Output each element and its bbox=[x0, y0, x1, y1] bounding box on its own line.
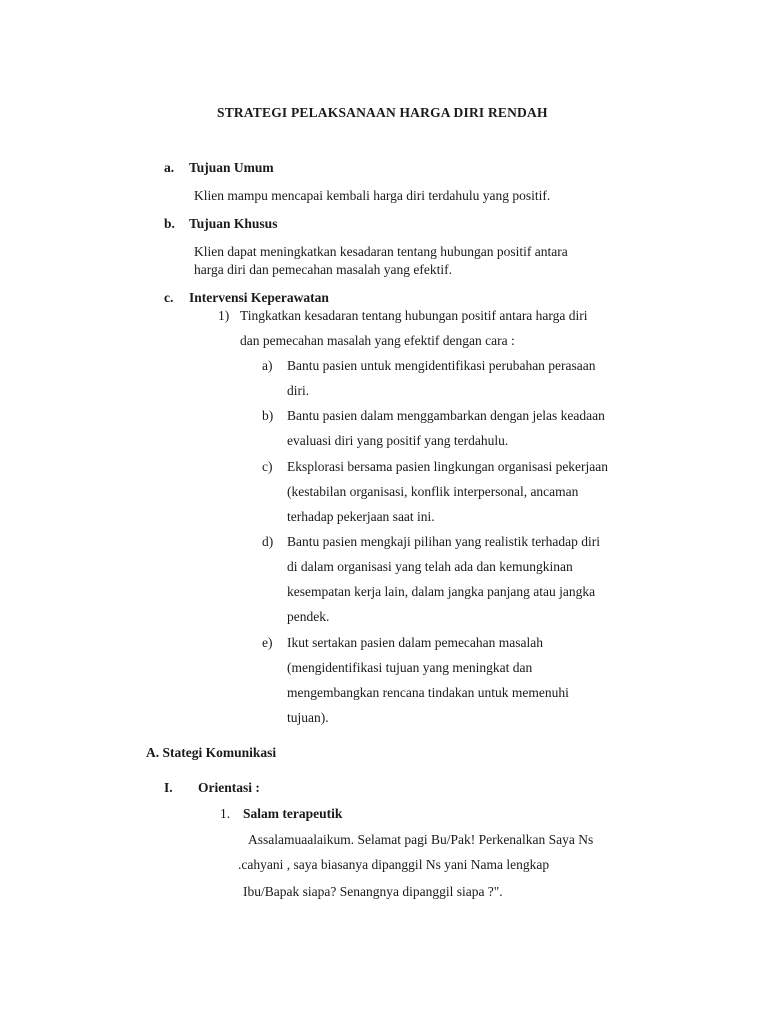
sublist-line: tujuan). bbox=[287, 710, 329, 725]
subsection-marker: I. bbox=[164, 780, 173, 795]
section-marker: b. bbox=[164, 216, 175, 231]
sublist-line: Bantu pasien dalam menggambarkan dengan jelas keadaan bbox=[287, 408, 605, 423]
section-heading: Tujuan Umum bbox=[189, 160, 274, 175]
subsection-heading: Orientasi : bbox=[198, 780, 260, 795]
paragraph-line: Assalamuaalaikum. Selamat pagi Bu/Pak! Perkenalkan Saya Ns bbox=[248, 832, 594, 847]
paragraph-line: .cahyani , saya biasanya dipanggil Ns yani Nama lengkap bbox=[238, 857, 550, 872]
sublist-line: kesempatan kerja lain, dalam jangka panjang atau jangka bbox=[287, 584, 596, 599]
sublist-line: terhadap pekerjaan saat ini. bbox=[287, 509, 435, 524]
section-heading: Tujuan Khusus bbox=[189, 216, 278, 231]
list-item-line: Tingkatkan kesadaran tentang hubungan positif antara harga diri bbox=[240, 308, 588, 323]
sublist-marker: d) bbox=[262, 534, 274, 549]
section-heading: A. Stategi Komunikasi bbox=[146, 745, 277, 760]
paragraph-line: Klien dapat meningkatkan kesadaran tentang hubungan positif antara bbox=[194, 244, 568, 259]
sublist-line: Eksplorasi bersama pasien lingkungan organisasi pekerjaan bbox=[287, 459, 609, 474]
sublist-marker: b) bbox=[262, 408, 274, 423]
list-item-heading: Salam terapeutik bbox=[243, 806, 343, 821]
sublist-marker: a) bbox=[262, 358, 273, 373]
sublist-line: pendek. bbox=[287, 609, 330, 624]
section-marker: a. bbox=[164, 160, 175, 175]
sublist-marker: c) bbox=[262, 459, 273, 474]
list-marker: 1. bbox=[220, 806, 231, 821]
section-marker: c. bbox=[164, 290, 174, 305]
paragraph-line: Ibu/Bapak siapa? Senangnya dipanggil siapa ?". bbox=[243, 884, 503, 899]
sublist-line: Ikut sertakan pasien dalam pemecahan masalah bbox=[287, 635, 544, 650]
sublist-line: evaluasi diri yang positif yang terdahulu. bbox=[287, 433, 509, 448]
sublist-line: Bantu pasien mengkaji pilihan yang realistik terhadap diri bbox=[287, 534, 601, 549]
sublist-line: Bantu pasien untuk mengidentifikasi perubahan perasaan bbox=[287, 358, 596, 373]
sublist-line: diri. bbox=[287, 383, 310, 398]
list-item-line: dan pemecahan masalah yang efektif dengan cara : bbox=[240, 333, 515, 348]
sublist-line: (mengidentifikasi tujuan yang meningkat dan bbox=[287, 660, 533, 675]
section-heading: Intervensi Keperawatan bbox=[189, 290, 329, 305]
sublist-line: di dalam organisasi yang telah ada dan kemungkinan bbox=[287, 559, 573, 574]
list-marker: 1) bbox=[218, 308, 230, 323]
paragraph-line: Klien mampu mencapai kembali harga diri terdahulu yang positif. bbox=[194, 188, 551, 203]
page-title: STRATEGI PELAKSANAAN HARGA DIRI RENDAH bbox=[217, 105, 548, 120]
sublist-line: (kestabilan organisasi, konflik interpersonal, ancaman bbox=[287, 484, 579, 499]
sublist-line: mengembangkan rencana tindakan untuk memenuhi bbox=[287, 685, 569, 700]
paragraph-line: harga diri dan pemecahan masalah yang efektif. bbox=[194, 262, 453, 277]
sublist-marker: e) bbox=[262, 635, 273, 650]
